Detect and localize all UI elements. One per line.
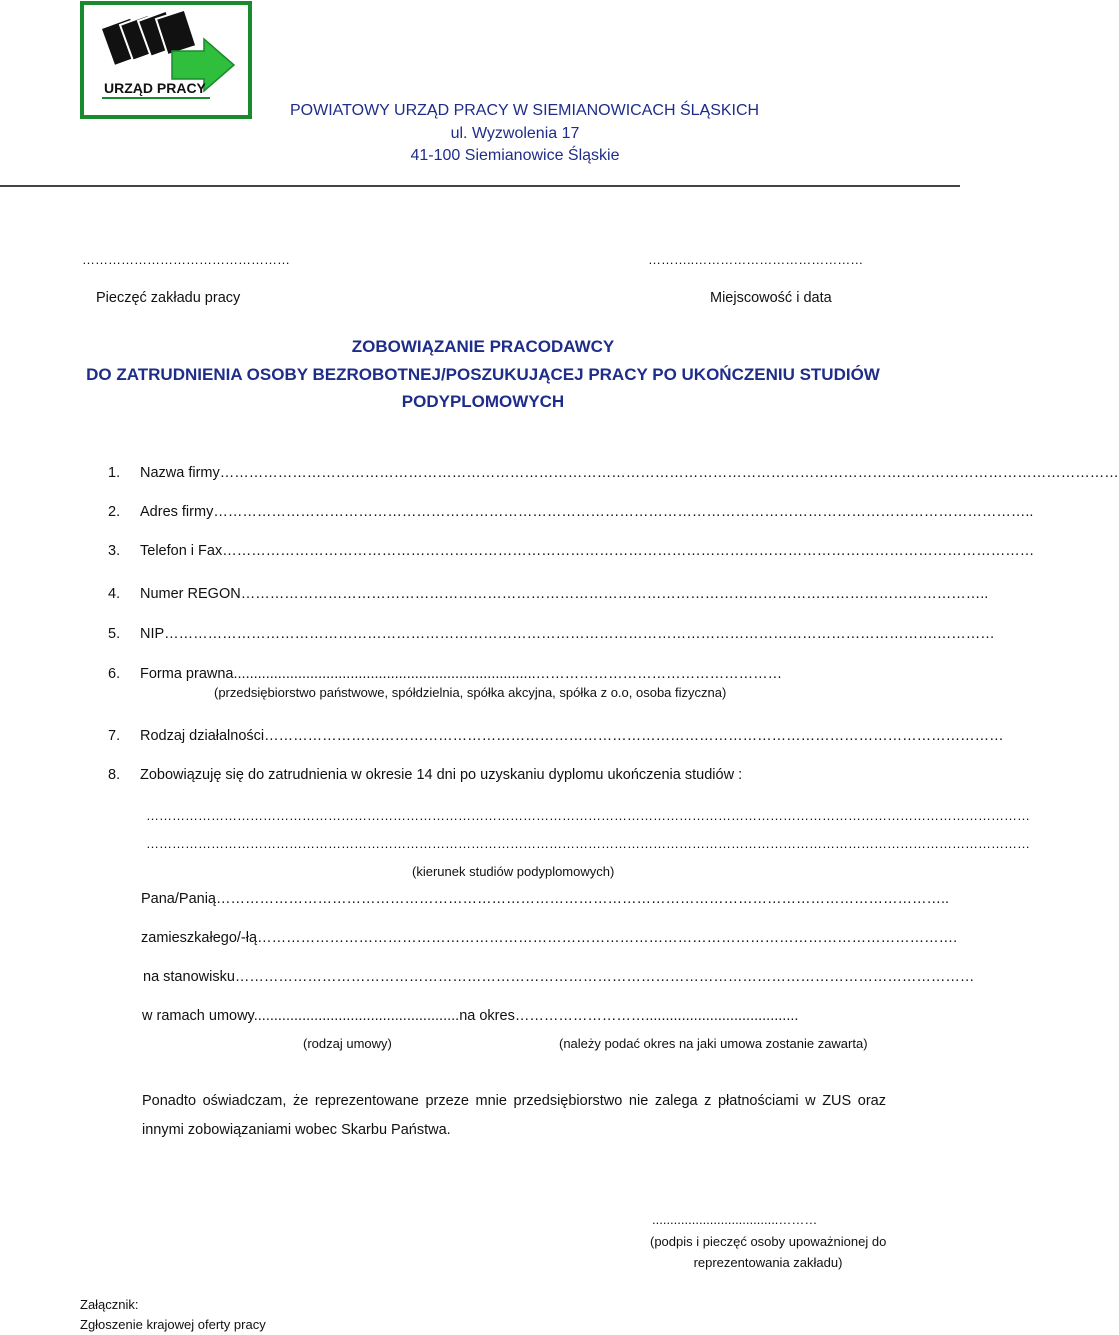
field-company-name	[108, 465, 1119, 485]
doc-title-line1: ZOBOWIĄZANIE PRACODAWCY	[351, 337, 615, 356]
office-name: POWIATOWY URZĄD PRACY W SIEMIANOWICACH ŚLĄSKICH	[290, 102, 760, 119]
item-label: Adres firmy	[140, 504, 214, 520]
doc-title-line2: DO ZATRUDNIENIA OSOBY BEZROBOTNEJ/POSZUKUJĄCEJ PRACY PO UKOŃCZENIU STUDIÓW	[86, 365, 880, 384]
doc-title-line3: PODYPLOMOWYCH	[401, 392, 565, 411]
field-person-address	[141, 930, 958, 950]
study-dots-line2: ……………………………………………………………………………………………………………………………………………………………………………………	[146, 836, 1030, 851]
urzad-pracy-logo	[80, 1, 252, 119]
item-number: 2.	[108, 504, 121, 520]
office-street: ul. Wyzwolenia 17	[450, 125, 580, 142]
item-number: 6.	[108, 666, 121, 682]
item-label: Zobowiązuję się do zatrudnienia w okresie 14 dni po uzyskaniu dyplomu ukończenia studiów :	[140, 767, 743, 783]
logo-text: URZĄD PRACY	[104, 80, 206, 96]
item-dots: …………………………………………………………………………………………………………………………………………….…………	[164, 626, 995, 642]
item-dots: ………………………………………………………………………………………………………………………………………	[264, 728, 1004, 744]
study-dots-line1: ……………………………………………………………………………………………………………………………………………………………………………………	[146, 808, 1030, 823]
item-dots: ……………………………………………………………………………………………………………………………………………………	[222, 543, 1035, 559]
field-regon	[108, 586, 989, 606]
person-name-dots: ……………………………………………………………………………………………………………………………………..	[215, 891, 950, 907]
item-number: 4.	[108, 586, 121, 602]
person-address-label: zamieszkałego/-łą	[141, 930, 258, 946]
item-dots: ……………………………………………………………………………………………………………………………………………………..	[213, 504, 1034, 520]
stamp-dots: …………………………………………	[82, 252, 290, 267]
field-contract	[142, 1008, 886, 1028]
signature-dots: ...................................………	[652, 1212, 818, 1227]
person-name-label: Pana/Panią	[141, 891, 216, 907]
field-person-name	[141, 891, 950, 911]
period-label: na okres	[459, 1008, 515, 1024]
attachment-label: Załącznik:	[80, 1297, 139, 1312]
place-date-label: Miejscowość i data	[710, 290, 832, 306]
attachment-item: Zgłoszenie krajowej oferty pracy	[80, 1317, 266, 1332]
stamp-label: Pieczęć zakładu pracy	[96, 290, 241, 306]
logo-graphic	[80, 1, 252, 119]
header-divider	[0, 185, 960, 187]
field-legal-form	[108, 666, 884, 686]
position-label: na stanowisku	[143, 969, 235, 985]
contract-label: w ramach umowy	[142, 1008, 254, 1024]
place-date-dots: ………..…………………………………	[648, 252, 864, 267]
period-dots: ………………………......................................	[514, 1008, 799, 1024]
field-commitment	[108, 767, 884, 787]
legal-form-note: (przedsiębiorstwo państwowe, spółdzielnia, spółka akcyjna, spółka z o.o, osoba fizyczna)	[214, 685, 727, 700]
item-number: 8.	[108, 767, 121, 783]
item-label: NIP	[140, 626, 165, 642]
item-number: 5.	[108, 626, 121, 642]
person-address-dots: ……………………………………………………………………………………………………………………………….	[257, 930, 958, 946]
item-number: 7.	[108, 728, 121, 744]
field-nip	[108, 626, 995, 646]
item-label: Forma prawna	[140, 666, 234, 682]
field-business-type	[108, 728, 1004, 748]
contract-note: (rodzaj umowy)	[303, 1036, 392, 1051]
period-note: (należy podać okres na jaki umowa zostanie zawarta)	[559, 1036, 868, 1051]
field-position	[143, 969, 975, 989]
signature-note-line1: (podpis i pieczęć osoby upoważnionej do	[650, 1234, 887, 1249]
office-city: 41-100 Siemianowice Śląskie	[410, 147, 620, 164]
study-note: (kierunek studiów podyplomowych)	[412, 864, 615, 879]
declaration-text: Ponadto oświadczam, że reprezentowane przeze mnie przedsiębiorstwo nie zalega z płatnościami w ZUS oraz innymi zobowiązaniami wobec Skarbu Państwa.	[142, 1093, 886, 1138]
item-dots: ...........................................................................……………………………………………	[233, 666, 783, 682]
item-number: 3.	[108, 543, 121, 559]
position-dots: ………………………………………………………………………………………………………………………………………	[234, 969, 975, 985]
item-label: Nazwa firmy	[140, 465, 220, 481]
item-dots: ………………………………………………………………………………………………………………………………………..	[240, 586, 989, 602]
item-dots: ……………………………………………………………………………………………………………………………………………………………………	[219, 465, 1119, 481]
contract-dots: ...................................................	[253, 1008, 460, 1024]
item-label: Numer REGON	[140, 586, 241, 602]
item-number: 1.	[108, 465, 121, 481]
field-phone-fax	[108, 543, 1035, 563]
signature-note-line2: reprezentowania zakładu)	[693, 1255, 843, 1270]
field-company-address	[108, 504, 1034, 524]
item-label: Rodzaj działalności	[140, 728, 265, 744]
item-label: Telefon i Fax	[140, 543, 223, 559]
